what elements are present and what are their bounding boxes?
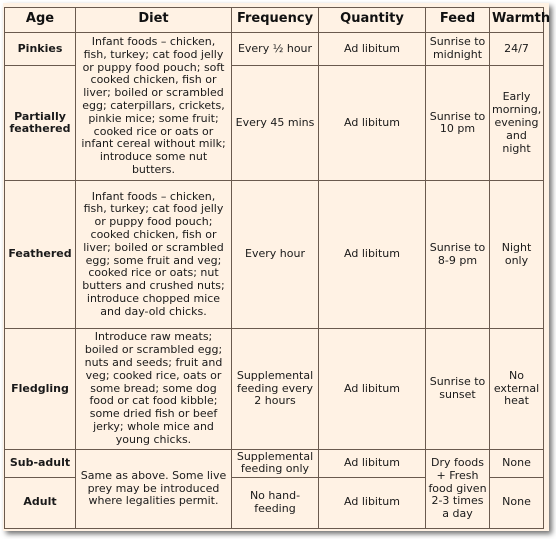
quantity-cell: Ad libitum: [319, 32, 426, 66]
quantity-cell: Ad libitum: [319, 450, 426, 478]
feeding-schedule-table: [4, 7, 551, 529]
warmth-cell: None: [490, 477, 544, 528]
quantity-cell: Ad libitum: [319, 328, 426, 449]
frequency-cell: Supplemental feeding every 2 hours: [232, 328, 319, 449]
frequency-cell: No hand-feeding: [232, 477, 319, 528]
feed-cell: Sunrise to 10 pm: [426, 66, 490, 181]
frequency-cell: Supplemental feeding only: [232, 450, 319, 478]
diet-cell: Infant foods – chicken, fish, turkey; cat food jelly or puppy food pouch; soft cooked chicken, fish or liver; boiled or scrambled egg; caterpillars, crickets, pinkie mice; some fruit; cooked rice or oats or infant cereal without milk; introduce some nut butters.: [76, 32, 232, 181]
table-row: [5, 32, 544, 66]
diet-cell: Introduce raw meats; boiled or scrambled egg; nuts and seeds; fruit and veg; cooked rice, oats or some bread; some dog food or cat food kibble; some dried fish or beef jerky; whole mice and young chicks.: [76, 328, 232, 449]
header-quantity: Quantity: [319, 8, 426, 33]
feed-cell: Sunrise to midnight: [426, 32, 490, 66]
warmth-cell: None: [490, 450, 544, 478]
table-row: [5, 328, 544, 449]
header-diet: Diet: [76, 8, 232, 33]
diet-cell: Same as above. Some live prey may be introduced where legalities permit.: [76, 450, 232, 529]
table-row: [5, 181, 544, 329]
age-cell: Partially feathered: [5, 66, 76, 181]
feed-cell: Sunrise to 8-9 pm: [426, 181, 490, 329]
header-feed: Feed: [426, 8, 490, 33]
age-cell: Adult: [5, 477, 76, 528]
feed-cell: Dry foods + Fresh food given 2-3 times a day: [426, 450, 490, 529]
age-cell: Feathered: [5, 181, 76, 329]
frequency-cell: Every ½ hour: [232, 32, 319, 66]
warmth-cell: No external heat: [490, 328, 544, 449]
frequency-cell: Every hour: [232, 181, 319, 329]
age-cell: Fledgling: [5, 328, 76, 449]
header-row: [5, 8, 544, 33]
diet-cell: Infant foods – chicken, fish, turkey; cat food jelly or puppy food pouch; cooked chicken, fish or liver; boiled or scrambled egg; some fruit and veg; cooked rice or oats; nut butters and crushed nuts; introduce chopped mice and day-old chicks.: [76, 181, 232, 329]
header-warmth: Warmth: [490, 8, 544, 33]
warmth-cell: Night only: [490, 181, 544, 329]
warmth-cell: 24/7: [490, 32, 544, 66]
quantity-cell: Ad libitum: [319, 66, 426, 181]
header-frequency: Frequency: [232, 8, 319, 33]
age-cell: Sub-adult: [5, 450, 76, 478]
quantity-cell: Ad libitum: [319, 181, 426, 329]
header-age: Age: [5, 8, 76, 33]
warmth-cell: Early morning, evening and night: [490, 66, 544, 181]
table-row: [5, 450, 544, 478]
feed-cell: Sunrise to sunset: [426, 328, 490, 449]
frequency-cell: Every 45 mins: [232, 66, 319, 181]
quantity-cell: Ad libitum: [319, 477, 426, 528]
age-cell: Pinkies: [5, 32, 76, 66]
